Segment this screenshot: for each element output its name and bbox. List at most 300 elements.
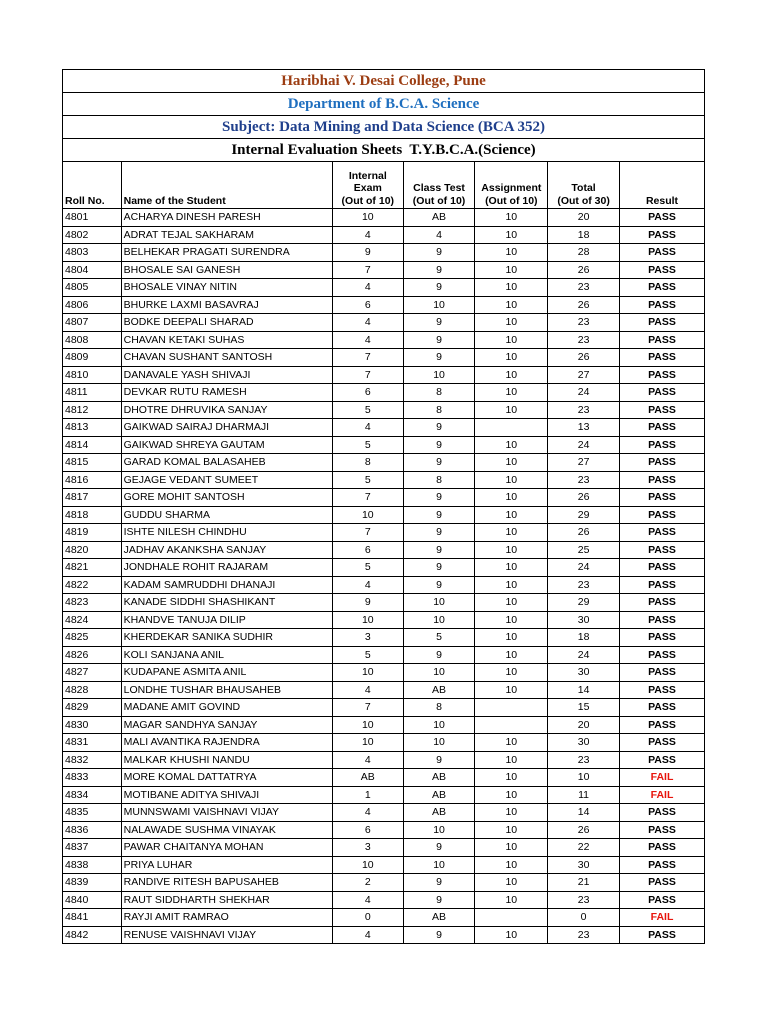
roll-no-cell: 4815 [63, 454, 122, 472]
roll-no-cell: 4830 [63, 716, 122, 734]
student-name-cell: KANADE SIDDHI SHASHIKANT [121, 594, 332, 612]
result-cell: PASS [619, 699, 704, 717]
table-row [63, 331, 705, 349]
class-test-cell: 9 [403, 874, 475, 892]
internal-exam-cell: 4 [332, 576, 403, 594]
assignment-cell: 10 [475, 751, 548, 769]
assignment-cell: 10 [475, 576, 548, 594]
assignment-cell: 10 [475, 559, 548, 577]
internal-exam-cell: 5 [332, 559, 403, 577]
roll-no-cell: 4812 [63, 401, 122, 419]
total-cell: 15 [548, 699, 620, 717]
roll-no-cell: 4817 [63, 489, 122, 507]
table-row [63, 646, 705, 664]
table-row [63, 804, 705, 822]
total-cell: 23 [548, 751, 620, 769]
assignment-cell: 10 [475, 646, 548, 664]
roll-no-cell: 4818 [63, 506, 122, 524]
student-name-cell: ISHTE NILESH CHINDHU [121, 524, 332, 542]
roll-no-cell: 4827 [63, 664, 122, 682]
assignment-cell: 10 [475, 839, 548, 857]
header-total [548, 162, 620, 209]
class-test-cell: 10 [403, 716, 475, 734]
title-row-college [63, 70, 705, 93]
table-row [63, 856, 705, 874]
roll-no-cell: 4831 [63, 734, 122, 752]
student-name-cell: GAIKWAD SAIRAJ DHARMAJI [121, 419, 332, 437]
assignment-cell [475, 419, 548, 437]
student-name-cell: RANDIVE RITESH BAPUSAHEB [121, 874, 332, 892]
roll-no-cell: 4825 [63, 629, 122, 647]
result-cell: PASS [619, 874, 704, 892]
result-cell: PASS [619, 576, 704, 594]
assignment-cell: 10 [475, 349, 548, 367]
total-cell: 11 [548, 786, 620, 804]
result-cell: PASS [619, 436, 704, 454]
internal-exam-cell: 5 [332, 471, 403, 489]
roll-no-cell: 4804 [63, 261, 122, 279]
class-test-cell: AB [403, 786, 475, 804]
result-cell: PASS [619, 681, 704, 699]
total-cell: 30 [548, 611, 620, 629]
table-row [63, 576, 705, 594]
result-cell: PASS [619, 734, 704, 752]
class-test-cell: 10 [403, 366, 475, 384]
roll-no-cell: 4806 [63, 296, 122, 314]
header-internal-exam [332, 162, 403, 209]
table-row [63, 471, 705, 489]
assignment-cell: 10 [475, 489, 548, 507]
class-test-cell: 4 [403, 226, 475, 244]
class-test-cell: AB [403, 681, 475, 699]
result-cell: PASS [619, 629, 704, 647]
internal-exam-cell: 5 [332, 646, 403, 664]
total-cell: 24 [548, 646, 620, 664]
internal-exam-cell: 4 [332, 751, 403, 769]
assignment-cell: 10 [475, 786, 548, 804]
roll-no-cell: 4841 [63, 909, 122, 927]
class-test-cell: 10 [403, 594, 475, 612]
table-row [63, 839, 705, 857]
internal-exam-cell: 6 [332, 296, 403, 314]
internal-exam-cell: 10 [332, 209, 403, 227]
internal-exam-cell: 3 [332, 629, 403, 647]
internal-exam-cell: 4 [332, 419, 403, 437]
table-row [63, 226, 705, 244]
header-total-line-2: (Out of 30) [557, 194, 610, 207]
class-test-cell: 9 [403, 436, 475, 454]
result-cell: PASS [619, 401, 704, 419]
total-cell: 23 [548, 401, 620, 419]
header-student-name: Name of the Student [121, 162, 332, 209]
assignment-cell: 10 [475, 471, 548, 489]
internal-exam-cell: 7 [332, 489, 403, 507]
student-name-cell: MORE KOMAL DATTATRYA [121, 769, 332, 787]
table-row [63, 244, 705, 262]
result-cell: PASS [619, 559, 704, 577]
table-row [63, 891, 705, 909]
assignment-cell: 10 [475, 821, 548, 839]
internal-exam-cell: 10 [332, 611, 403, 629]
internal-exam-cell: 7 [332, 699, 403, 717]
internal-exam-cell: 3 [332, 839, 403, 857]
table-row [63, 629, 705, 647]
header-roll-no: Roll No. [63, 162, 122, 209]
class-test-cell: 9 [403, 261, 475, 279]
roll-no-cell: 4823 [63, 594, 122, 612]
student-name-cell: BODKE DEEPALI SHARAD [121, 314, 332, 332]
assignment-cell: 10 [475, 611, 548, 629]
internal-exam-cell: 9 [332, 244, 403, 262]
table-row [63, 909, 705, 927]
internal-exam-cell: 4 [332, 891, 403, 909]
class-test-cell: 9 [403, 524, 475, 542]
table-row [63, 734, 705, 752]
internal-exam-cell: 1 [332, 786, 403, 804]
class-test-cell: 9 [403, 506, 475, 524]
internal-exam-cell: 7 [332, 261, 403, 279]
result-cell: PASS [619, 804, 704, 822]
internal-exam-cell: 10 [332, 716, 403, 734]
internal-exam-cell: 7 [332, 366, 403, 384]
class-test-cell: 9 [403, 349, 475, 367]
roll-no-cell: 4822 [63, 576, 122, 594]
title-row-department [63, 93, 705, 116]
roll-no-cell: 4839 [63, 874, 122, 892]
header-assignment-line-2: (Out of 10) [485, 194, 538, 207]
table-row [63, 506, 705, 524]
roll-no-cell: 4842 [63, 926, 122, 944]
total-cell: 18 [548, 226, 620, 244]
total-cell: 21 [548, 874, 620, 892]
roll-no-cell: 4834 [63, 786, 122, 804]
student-name-cell: BELHEKAR PRAGATI SURENDRA [121, 244, 332, 262]
class-test-cell: 9 [403, 314, 475, 332]
student-name-cell: NALAWADE SUSHMA VINAYAK [121, 821, 332, 839]
assignment-cell: 10 [475, 524, 548, 542]
roll-no-cell: 4836 [63, 821, 122, 839]
column-header-row [63, 162, 705, 209]
result-cell: PASS [619, 209, 704, 227]
header-class-test-line-2: (Out of 10) [412, 194, 466, 207]
student-name-cell: ACHARYA DINESH PARESH [121, 209, 332, 227]
result-cell: PASS [619, 664, 704, 682]
internal-exam-cell: 5 [332, 436, 403, 454]
class-test-cell: 8 [403, 471, 475, 489]
total-cell: 14 [548, 681, 620, 699]
table-row [63, 419, 705, 437]
total-cell: 24 [548, 559, 620, 577]
assignment-cell: 10 [475, 629, 548, 647]
roll-no-cell: 4821 [63, 559, 122, 577]
assignment-cell: 10 [475, 541, 548, 559]
assignment-cell [475, 716, 548, 734]
student-name-cell: MALI AVANTIKA RAJENDRA [121, 734, 332, 752]
roll-no-cell: 4805 [63, 279, 122, 297]
header-internal-line-3: (Out of 10) [341, 194, 395, 207]
student-name-cell: MOTIBANE ADITYA SHIVAJI [121, 786, 332, 804]
header-class-test-line-1: Class Test [413, 182, 465, 194]
result-cell: PASS [619, 366, 704, 384]
result-cell: FAIL [619, 769, 704, 787]
student-name-cell: DANAVALE YASH SHIVAJI [121, 366, 332, 384]
class-test-cell: 9 [403, 244, 475, 262]
total-cell: 26 [548, 821, 620, 839]
title-row-subject [63, 116, 705, 139]
subject-title: Subject: Data Mining and Data Science (BCA 352) [63, 116, 705, 139]
result-cell: FAIL [619, 909, 704, 927]
header-class-test [403, 162, 475, 209]
student-name-cell: DHOTRE DHRUVIKA SANJAY [121, 401, 332, 419]
student-name-cell: RENUSE VAISHNAVI VIJAY [121, 926, 332, 944]
class-test-cell: 8 [403, 699, 475, 717]
table-row [63, 786, 705, 804]
roll-no-cell: 4814 [63, 436, 122, 454]
student-name-cell: RAUT SIDDHARTH SHEKHAR [121, 891, 332, 909]
table-row [63, 611, 705, 629]
student-name-cell: CHAVAN KETAKI SUHAS [121, 331, 332, 349]
total-cell: 14 [548, 804, 620, 822]
result-cell: PASS [619, 926, 704, 944]
table-row [63, 436, 705, 454]
student-name-cell: BHOSALE SAI GANESH [121, 261, 332, 279]
internal-exam-cell: 4 [332, 804, 403, 822]
header-assignment [475, 162, 548, 209]
internal-exam-cell: 6 [332, 541, 403, 559]
result-cell: FAIL [619, 786, 704, 804]
roll-no-cell: 4808 [63, 331, 122, 349]
table-row [63, 384, 705, 402]
table-row [63, 209, 705, 227]
total-cell: 23 [548, 891, 620, 909]
class-test-cell: 10 [403, 664, 475, 682]
assignment-cell: 10 [475, 244, 548, 262]
student-name-cell: PAWAR CHAITANYA MOHAN [121, 839, 332, 857]
result-cell: PASS [619, 226, 704, 244]
table-row [63, 489, 705, 507]
total-cell: 26 [548, 489, 620, 507]
total-cell: 30 [548, 664, 620, 682]
assignment-cell: 10 [475, 279, 548, 297]
total-cell: 30 [548, 734, 620, 752]
total-cell: 18 [548, 629, 620, 647]
result-cell: PASS [619, 296, 704, 314]
assignment-cell: 10 [475, 209, 548, 227]
assignment-cell: 10 [475, 401, 548, 419]
roll-no-cell: 4813 [63, 419, 122, 437]
class-test-cell: 9 [403, 454, 475, 472]
internal-exam-cell: 4 [332, 926, 403, 944]
internal-exam-cell: 7 [332, 524, 403, 542]
class-test-cell: AB [403, 769, 475, 787]
student-name-cell: GAIKWAD SHREYA GAUTAM [121, 436, 332, 454]
table-row [63, 296, 705, 314]
department-title: Department of B.C.A. Science [63, 93, 705, 116]
total-cell: 30 [548, 856, 620, 874]
student-name-cell: GORE MOHIT SANTOSH [121, 489, 332, 507]
internal-exam-cell: 4 [332, 331, 403, 349]
table-row [63, 699, 705, 717]
student-name-cell: KHERDEKAR SANIKA SUDHIR [121, 629, 332, 647]
assignment-cell: 10 [475, 594, 548, 612]
total-cell: 23 [548, 331, 620, 349]
result-cell: PASS [619, 891, 704, 909]
table-row [63, 454, 705, 472]
class-test-cell: 10 [403, 734, 475, 752]
total-cell: 10 [548, 769, 620, 787]
roll-no-cell: 4801 [63, 209, 122, 227]
class-test-cell: AB [403, 804, 475, 822]
student-name-cell: GARAD KOMAL BALASAHEB [121, 454, 332, 472]
assignment-cell: 10 [475, 874, 548, 892]
result-cell: PASS [619, 856, 704, 874]
total-cell: 23 [548, 471, 620, 489]
table-row [63, 821, 705, 839]
roll-no-cell: 4802 [63, 226, 122, 244]
roll-no-cell: 4811 [63, 384, 122, 402]
total-cell: 26 [548, 349, 620, 367]
result-cell: PASS [619, 716, 704, 734]
table-row [63, 716, 705, 734]
header-internal-line-2: Exam [353, 182, 382, 194]
internal-exam-cell: 10 [332, 734, 403, 752]
class-test-cell: 9 [403, 576, 475, 594]
class-test-cell: 10 [403, 821, 475, 839]
student-name-cell: BHURKE LAXMI BASAVRAJ [121, 296, 332, 314]
table-row [63, 366, 705, 384]
table-row [63, 594, 705, 612]
assignment-cell: 10 [475, 261, 548, 279]
roll-no-cell: 4838 [63, 856, 122, 874]
table-row [63, 664, 705, 682]
table-row [63, 559, 705, 577]
assignment-cell: 10 [475, 664, 548, 682]
total-cell: 25 [548, 541, 620, 559]
assignment-cell: 10 [475, 734, 548, 752]
assignment-cell: 10 [475, 314, 548, 332]
total-cell: 26 [548, 524, 620, 542]
assignment-cell: 10 [475, 856, 548, 874]
class-test-cell: 10 [403, 296, 475, 314]
student-name-cell: JONDHALE ROHIT RAJARAM [121, 559, 332, 577]
class-test-cell: 9 [403, 419, 475, 437]
roll-no-cell: 4803 [63, 244, 122, 262]
roll-no-cell: 4840 [63, 891, 122, 909]
total-cell: 27 [548, 366, 620, 384]
total-cell: 0 [548, 909, 620, 927]
student-name-cell: JADHAV AKANKSHA SANJAY [121, 541, 332, 559]
result-cell: PASS [619, 331, 704, 349]
table-row [63, 279, 705, 297]
internal-exam-cell: 7 [332, 349, 403, 367]
result-cell: PASS [619, 279, 704, 297]
result-cell: PASS [619, 261, 704, 279]
result-cell: PASS [619, 489, 704, 507]
class-test-cell: 9 [403, 926, 475, 944]
total-cell: 29 [548, 594, 620, 612]
student-name-cell: GUDDU SHARMA [121, 506, 332, 524]
class-test-cell: 10 [403, 856, 475, 874]
internal-exam-cell: 4 [332, 279, 403, 297]
internal-exam-cell: 5 [332, 401, 403, 419]
result-cell: PASS [619, 594, 704, 612]
table-row [63, 349, 705, 367]
table-row [63, 541, 705, 559]
result-cell: PASS [619, 349, 704, 367]
table-row [63, 314, 705, 332]
roll-no-cell: 4824 [63, 611, 122, 629]
total-cell: 26 [548, 261, 620, 279]
total-cell: 28 [548, 244, 620, 262]
class-test-cell: AB [403, 909, 475, 927]
class-test-cell: 9 [403, 559, 475, 577]
sheet-title: Internal Evaluation Sheets T.Y.B.C.A.(Science) [63, 139, 705, 162]
class-test-cell: 9 [403, 646, 475, 664]
result-cell: PASS [619, 454, 704, 472]
result-cell: PASS [619, 646, 704, 664]
assignment-cell: 10 [475, 366, 548, 384]
roll-no-cell: 4828 [63, 681, 122, 699]
class-test-cell: 9 [403, 541, 475, 559]
total-cell: 20 [548, 209, 620, 227]
class-test-cell: 8 [403, 401, 475, 419]
assignment-cell: 10 [475, 891, 548, 909]
header-internal-line-1: Internal [348, 169, 387, 182]
internal-exam-cell: 4 [332, 226, 403, 244]
total-cell: 22 [548, 839, 620, 857]
table-row [63, 874, 705, 892]
header-total-line-1: Total [571, 182, 596, 194]
total-cell: 26 [548, 296, 620, 314]
internal-exam-cell: 10 [332, 856, 403, 874]
table-row [63, 926, 705, 944]
total-cell: 23 [548, 314, 620, 332]
result-cell: PASS [619, 314, 704, 332]
student-name-cell: ADRAT TEJAL SAKHARAM [121, 226, 332, 244]
internal-exam-cell: 2 [332, 874, 403, 892]
internal-exam-cell: 8 [332, 454, 403, 472]
student-name-cell: LONDHE TUSHAR BHAUSAHEB [121, 681, 332, 699]
assignment-cell: 10 [475, 769, 548, 787]
result-cell: PASS [619, 384, 704, 402]
assignment-cell: 10 [475, 436, 548, 454]
assignment-cell: 10 [475, 926, 548, 944]
total-cell: 23 [548, 279, 620, 297]
class-test-cell: 10 [403, 611, 475, 629]
class-test-cell: 9 [403, 839, 475, 857]
class-test-cell: 8 [403, 384, 475, 402]
result-cell: PASS [619, 611, 704, 629]
roll-no-cell: 4816 [63, 471, 122, 489]
student-name-cell: DEVKAR RUTU RAMESH [121, 384, 332, 402]
student-name-cell: BHOSALE VINAY NITIN [121, 279, 332, 297]
roll-no-cell: 4833 [63, 769, 122, 787]
roll-no-cell: 4826 [63, 646, 122, 664]
total-cell: 20 [548, 716, 620, 734]
internal-exam-cell: 4 [332, 681, 403, 699]
assignment-cell: 10 [475, 681, 548, 699]
roll-no-cell: 4819 [63, 524, 122, 542]
student-name-cell: MADANE AMIT GOVIND [121, 699, 332, 717]
header-assignment-line-1: Assignment [481, 182, 542, 194]
student-name-cell: KOLI SANJANA ANIL [121, 646, 332, 664]
assignment-cell: 10 [475, 296, 548, 314]
internal-exam-cell: 6 [332, 384, 403, 402]
result-cell: PASS [619, 419, 704, 437]
roll-no-cell: 4810 [63, 366, 122, 384]
total-cell: 29 [548, 506, 620, 524]
roll-no-cell: 4835 [63, 804, 122, 822]
